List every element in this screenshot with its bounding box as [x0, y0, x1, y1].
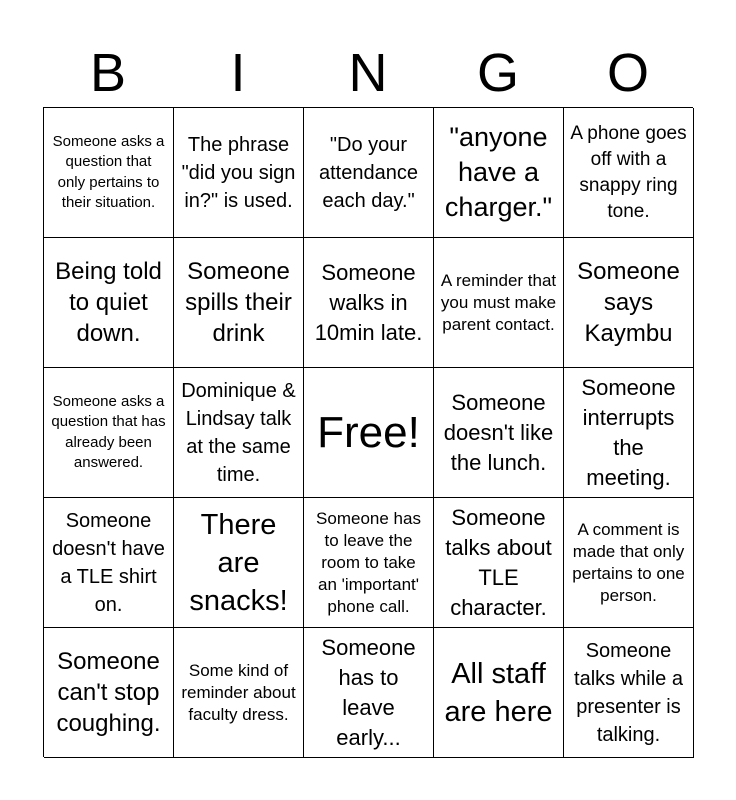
- bingo-cell[interactable]: [44, 628, 174, 758]
- bingo-cell[interactable]: [564, 238, 694, 368]
- bingo-cell[interactable]: [304, 238, 434, 368]
- cell-text: A comment is made that only pertains to one person.: [572, 519, 685, 605]
- bingo-cell[interactable]: [564, 108, 694, 238]
- bingo-cell[interactable]: [564, 498, 694, 628]
- cell-text: Dominique & Lindsay talk at the same time.: [181, 379, 296, 486]
- header-letter-o: O: [606, 43, 649, 103]
- cell-text: A reminder that you must make parent contact.: [440, 270, 557, 334]
- bingo-cell[interactable]: [434, 238, 564, 368]
- cell-text: Someone asks a question that only pertains to their situation.: [52, 132, 165, 211]
- cell-text: Someone interrupts the meeting.: [581, 374, 676, 490]
- header-letter-g: G: [476, 43, 519, 103]
- free-space-text: Free!: [317, 407, 420, 457]
- cell-text: Being told to quiet down.: [55, 258, 162, 347]
- bingo-cell[interactable]: [434, 368, 564, 498]
- cell-text: A phone goes off with a snappy ring tone.: [570, 122, 687, 222]
- bingo-cell[interactable]: [44, 368, 174, 498]
- bingo-cell[interactable]: [434, 498, 564, 628]
- header-letter-b: B: [89, 43, 127, 103]
- cell-text: Some kind of reminder about faculty dress.: [181, 660, 296, 724]
- bingo-header: [43, 38, 693, 108]
- cell-text: All staff are here: [444, 657, 553, 728]
- cell-text: Someone talks about TLE character.: [445, 504, 552, 620]
- bingo-cell[interactable]: [44, 238, 174, 368]
- cell-text: Someone says Kaymbu: [577, 258, 680, 347]
- bingo-cell[interactable]: [564, 628, 694, 758]
- cell-text: Someone has to leave early...: [321, 634, 416, 750]
- cell-text: Someone can't stop coughing.: [56, 648, 161, 737]
- cell-text: Someone has to leave the room to take an 'important' phone call.: [316, 508, 421, 616]
- bingo-cell[interactable]: [174, 498, 304, 628]
- cell-text: Someone talks while a presenter is talking.: [574, 639, 683, 746]
- bingo-cell[interactable]: [174, 108, 304, 238]
- bingo-cell[interactable]: [174, 368, 304, 498]
- cell-text: Someone doesn't have a TLE shirt on.: [52, 509, 165, 616]
- cell-text: "anyone have a charger.": [444, 122, 553, 222]
- cell-text: The phrase "did you sign in?" is used.: [181, 133, 296, 212]
- bingo-cell[interactable]: [434, 108, 564, 238]
- cell-text: There are snacks!: [189, 508, 288, 617]
- cell-text: Someone walks in 10min late.: [314, 259, 423, 345]
- free-space-cell[interactable]: [304, 368, 434, 498]
- bingo-cell[interactable]: [174, 238, 304, 368]
- bingo-cell[interactable]: [174, 628, 304, 758]
- cell-text: Someone asks a question that has already been answered.: [51, 392, 166, 471]
- cell-text: Someone spills their drink: [185, 258, 292, 347]
- bingo-cell[interactable]: [304, 628, 434, 758]
- bingo-cell[interactable]: [304, 498, 434, 628]
- bingo-cell[interactable]: [304, 108, 434, 238]
- header-letter-i: I: [230, 43, 246, 103]
- cell-text: "Do your attendance each day.": [319, 133, 418, 212]
- bingo-card-grid: [43, 107, 693, 757]
- bingo-cell[interactable]: [44, 108, 174, 238]
- bingo-cell[interactable]: [564, 368, 694, 498]
- bingo-cell[interactable]: [44, 498, 174, 628]
- bingo-cell[interactable]: [434, 628, 564, 758]
- cell-text: Someone doesn't like the lunch.: [443, 389, 554, 475]
- header-letter-n: N: [348, 43, 388, 103]
